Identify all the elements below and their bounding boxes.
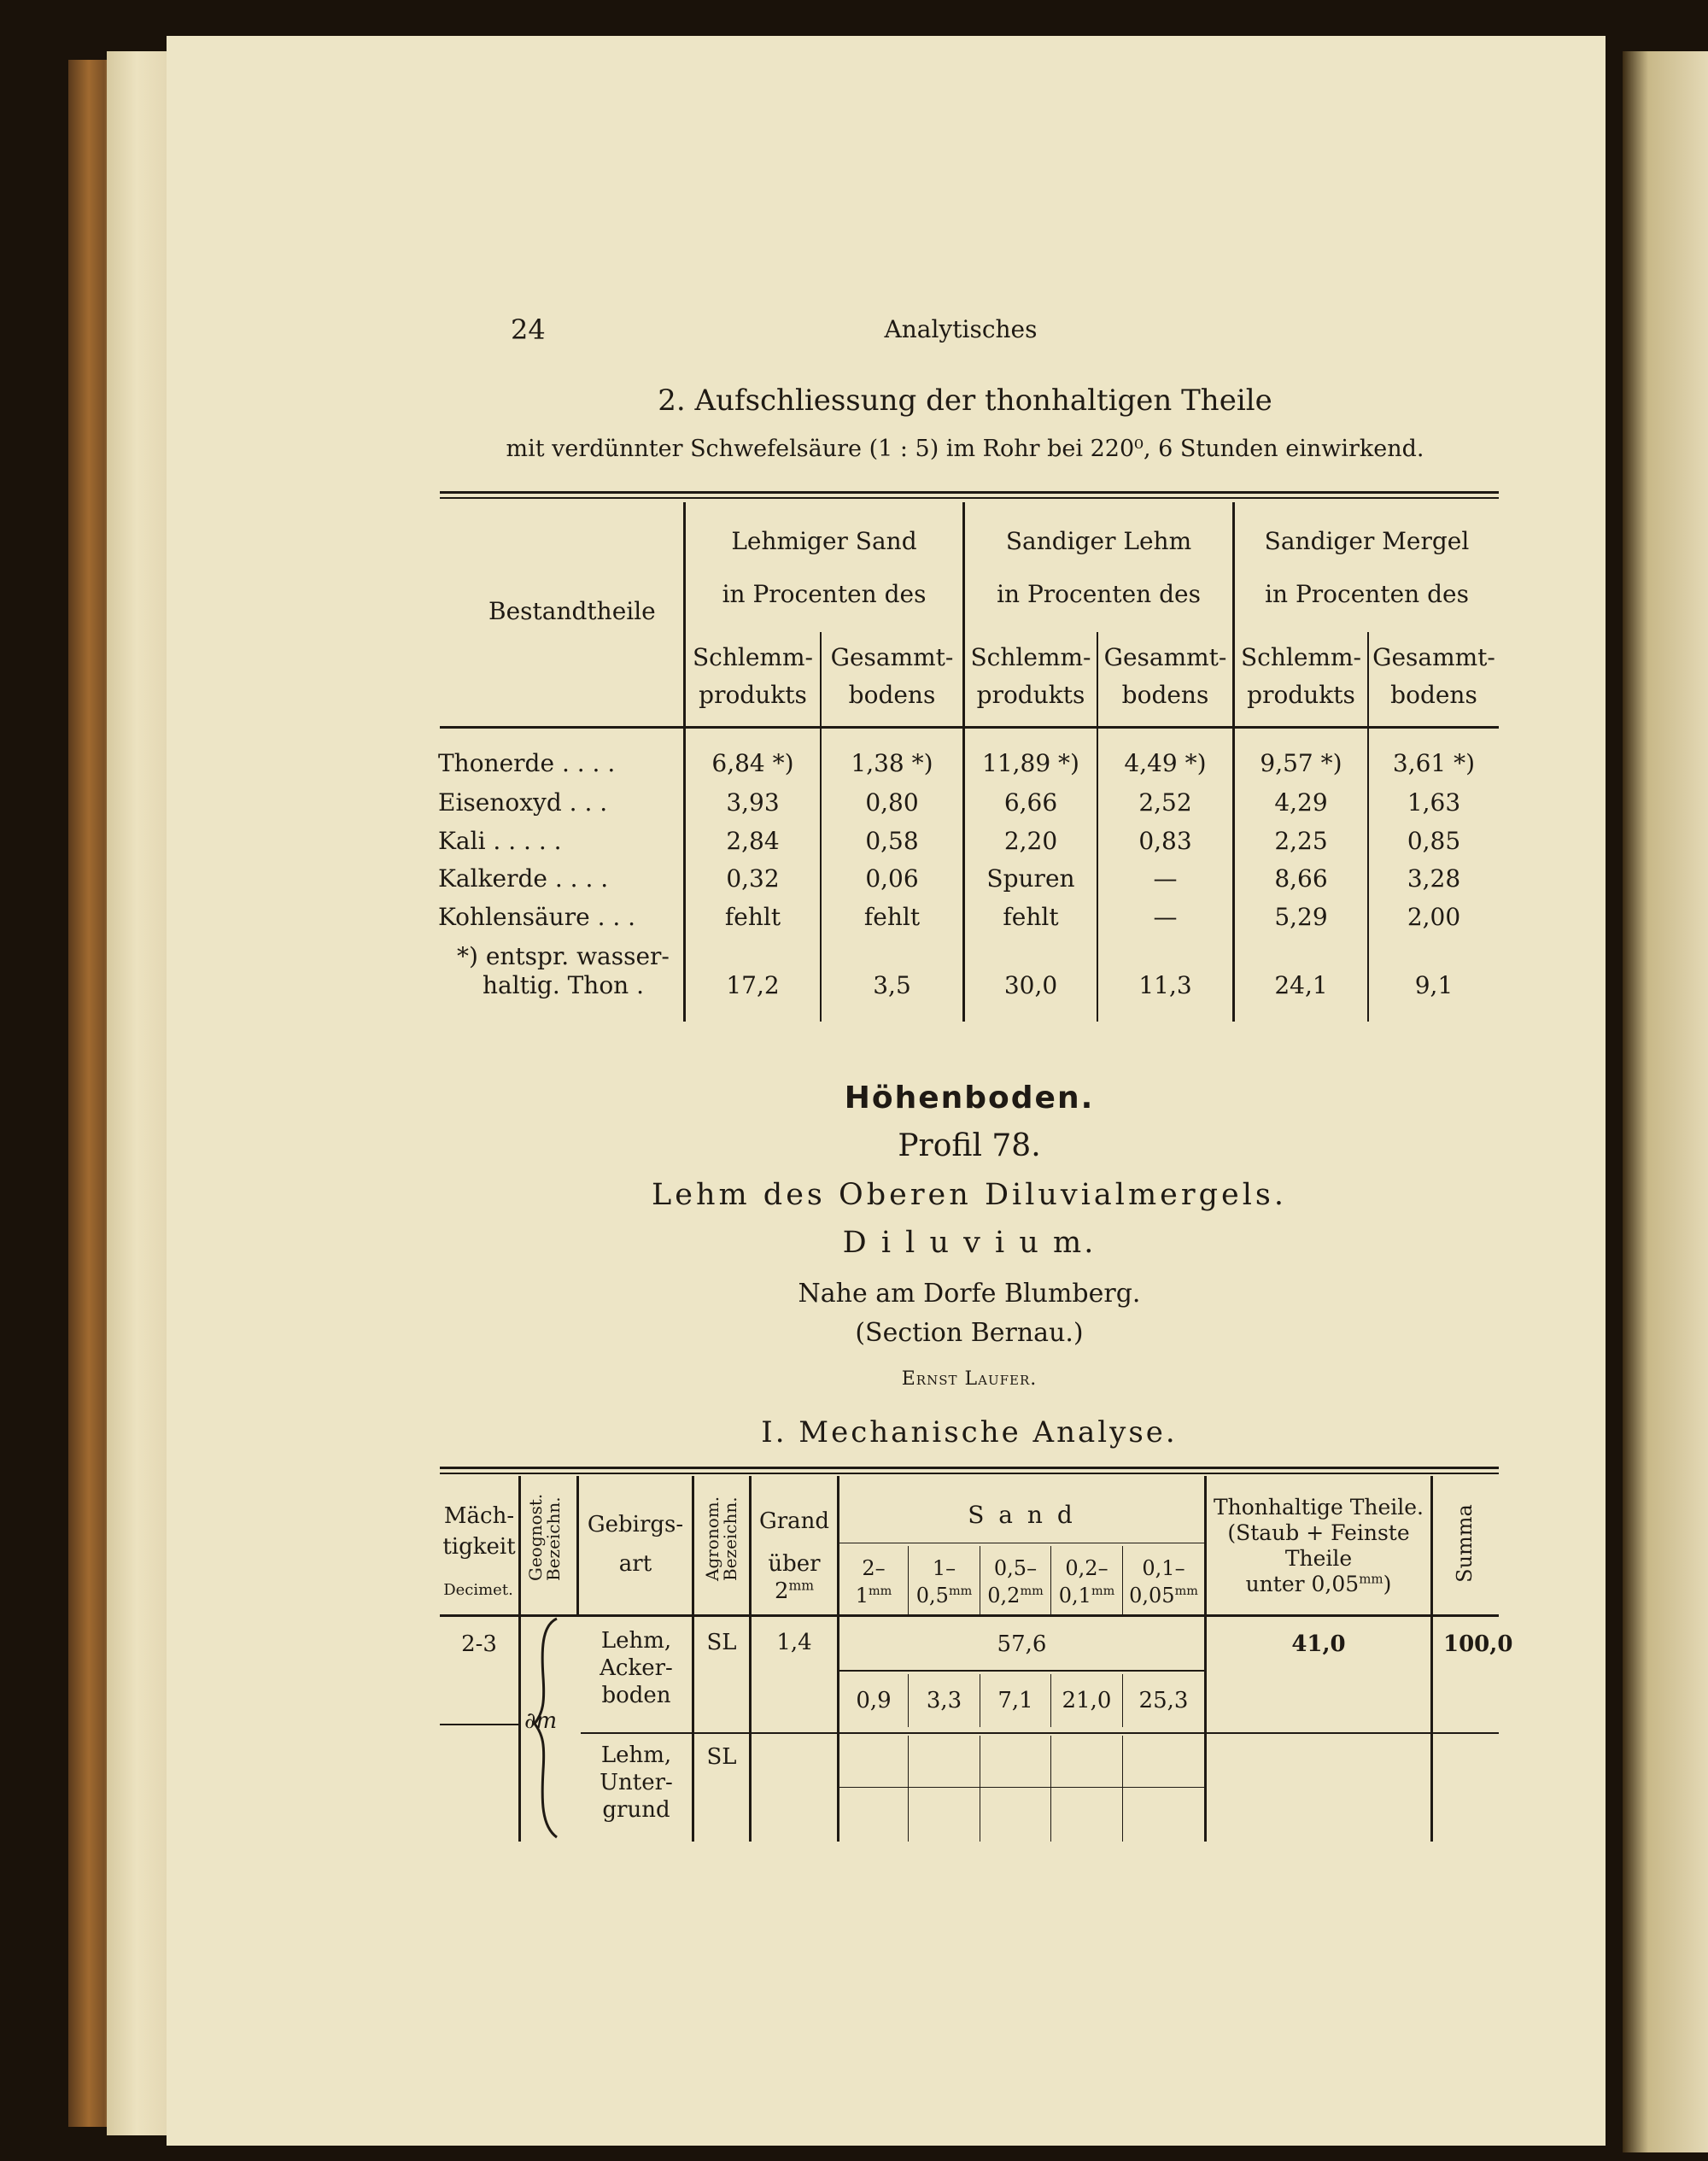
profile-location: Nahe am Dorfe Blumberg. [798,1279,1141,1309]
table2-vline [518,1476,521,1842]
sand-row-rule [839,1787,1204,1788]
row-label: Kali . . . . . [438,827,562,855]
sand-subcol-line [908,1736,909,1842]
col-header: bodens [848,681,936,709]
agronom-value: SL [706,1744,737,1770]
profile-number: Profil 78. [898,1128,1041,1163]
rock-type: Lehm, [600,1628,672,1654]
profile-description: Lehm des Oberen Diluvialmergels. [652,1178,1287,1212]
group-sub: in Procenten des [997,580,1201,608]
grand-header: über [768,1551,821,1577]
row-label: Eisenoxyd . . . [438,788,608,817]
footnote-value: 17,2 [726,971,780,999]
col-header: Schlemm- [693,643,813,671]
sand-subcol-line [1050,1736,1051,1842]
cell-value: 3,28 [1407,864,1461,893]
sand-value: 7,1 [997,1688,1033,1713]
cell-value: fehlt [1003,903,1059,931]
rock-type: Acker- [600,1655,673,1681]
cell-value: 11,89 *) [982,749,1079,777]
sand-row-rule [839,1670,1204,1672]
cell-value: 5,29 [1274,903,1328,931]
running-title: Analytisches [884,315,1038,343]
group-name: Sandiger Lehm [1005,527,1192,555]
sand-subcol-header: $0,2^{mm}$ [987,1584,1044,1608]
table2-header-rule [440,1614,1499,1617]
thon-value: 41,0 [1291,1631,1346,1657]
table2-top-rule-thin [440,1473,1499,1474]
thon-header: Theile [1284,1546,1353,1571]
col-header: produkts [976,681,1085,709]
col-header: Gesammt- [1372,643,1495,671]
sand-subcol-header: 1– [932,1556,956,1580]
col-header: bodens [1390,681,1477,709]
cell-value: 9,57 *) [1260,749,1342,777]
cell-value: 6,66 [1003,788,1058,817]
cell-value: 4,29 [1274,788,1328,817]
group-name: Lehmiger Sand [731,527,917,555]
cell-value: 3,61 *) [1392,749,1476,777]
grand-header: $2^{mm}$ [774,1578,815,1604]
agronom-value: SL [706,1630,737,1655]
profile-formation: D i l u v i u m. [842,1226,1097,1260]
col-header: bodens [1121,681,1209,709]
table1-header-rule [440,726,1499,729]
cell-value: 0,32 [726,864,780,893]
cell-value: 0,83 [1138,827,1192,855]
table2-vline [1430,1476,1433,1842]
page-stack [107,51,167,2135]
rock-type: grund [602,1797,670,1823]
footnote-label: *) entspr. wasser- [457,942,670,970]
cell-value: fehlt [724,903,781,931]
facing-page [1623,51,1708,2152]
thon-header: Thonhaltige Theile. [1213,1495,1424,1520]
analysis-title: I. Mechanische Analyse. [761,1415,1178,1449]
footnote-label: haltig. Thon . [483,971,645,999]
col-header: produkts [699,681,807,709]
cell-value: — [1153,864,1178,893]
section-subtitle: mit verdünnter Schwefelsäure (1 : 5) im Rohr bei 220⁰, 6 Stunden einwirkend. [506,436,1424,462]
sand-subcol-header: 0,1– [1142,1556,1185,1580]
group-sub: in Procenten des [722,580,927,608]
sand-value: 0,9 [856,1688,892,1713]
row-header: Bestandtheile [488,597,656,625]
table2-top-rule [440,1467,1499,1469]
rock-type: boden [601,1683,671,1708]
sand-value: 21,0 [1062,1688,1112,1713]
cell-value: 8,66 [1274,864,1328,893]
cell-value: 6,84 *) [711,749,794,777]
table2-vline [692,1476,694,1842]
table2-vline [576,1476,579,1617]
table1-top-rule-thin [440,497,1499,499]
cell-value: 2,20 [1003,827,1058,855]
group-name: Sandiger Mergel [1264,527,1470,555]
mach-header: Mäch- [443,1503,515,1529]
row-separator [581,1732,1499,1734]
row-separator [440,1724,518,1725]
footnote-value: 24,1 [1274,971,1328,999]
row-label: Thonerde . . . . [438,749,616,777]
footnote-value: 11,3 [1138,971,1192,999]
cell-value: 2,52 [1138,788,1192,817]
sand-subcol-header: $0,05^{mm}$ [1129,1584,1198,1608]
col-header: produkts [1247,681,1355,709]
group-sub: in Procenten des [1265,580,1469,608]
cell-value: 3,93 [726,788,780,817]
cell-value: 0,58 [865,827,919,855]
mach-header: tigkeit [442,1534,516,1560]
cell-value: 4,49 *) [1124,749,1207,777]
sand-value: 25,3 [1138,1688,1189,1713]
sand-value: 3,3 [926,1688,962,1713]
gebirgsart-header: Gebirgs- [587,1512,684,1537]
cell-value: 2,84 [726,827,780,855]
grand-value: 1,4 [776,1630,812,1655]
profile-author: Ernst Laufer. [901,1368,1038,1390]
page-number: 24 [511,313,546,346]
cell-value: 0,80 [865,788,919,817]
sand-subcol-header: 0,2– [1065,1556,1108,1580]
sand-subcol-header: 2– [862,1556,886,1580]
col-header: Gesammt- [830,643,954,671]
thon-header: unter $0,05^{mm}$) [1245,1571,1392,1596]
sand-header: S a n d [968,1501,1076,1529]
profile-section: (Section Bernau.) [855,1318,1084,1348]
summa-header: Summa [1453,1504,1477,1583]
sand-total: 57,6 [997,1631,1047,1657]
thon-header: (Staub + Feinste [1227,1520,1410,1545]
rock-type: Unter- [600,1770,673,1795]
cell-value: — [1153,903,1178,931]
sand-subcol-header: $1^{mm}$ [855,1584,892,1608]
sand-subcol-header: $0,1^{mm}$ [1058,1584,1115,1608]
mach-unit: Decimet. [443,1581,513,1599]
agronom-header: Agronom. Bezeichn. [702,1496,740,1581]
gebirgsart-header: art [618,1551,652,1577]
row-label: Kohlensäure . . . [438,903,636,931]
rock-type: Lehm, [600,1742,672,1768]
cell-value: 0,06 [865,864,919,893]
footnote-value: 30,0 [1003,971,1058,999]
summa-value: 100,0 [1443,1631,1513,1657]
section-title: 2. Aufschliessung der thonhaltigen Theile [658,384,1272,418]
geog-symbol: ∂m [524,1708,558,1734]
grand-header: Grand [758,1508,830,1534]
sand-subcol-header: $0,5^{mm}$ [915,1584,973,1608]
col-header: Schlemm- [1241,643,1361,671]
row-label: Kalkerde . . . . [438,864,609,893]
depth-value: 2-3 [461,1631,497,1657]
cell-value: Spuren [986,864,1075,893]
cell-value: fehlt [863,903,921,931]
profile-heading: Höhenboden. [844,1080,1095,1116]
sand-subcol-line [1122,1736,1123,1842]
cell-value: 1,38 *) [851,749,933,777]
cell-value: 0,85 [1407,827,1461,855]
col-header: Schlemm- [970,643,1091,671]
table1-top-rule [440,491,1499,494]
geog-header: Geognost. Bezeichn. [525,1493,564,1581]
footnote-value: 9,1 [1414,971,1454,999]
sand-subcol-header: 0,5– [993,1556,1038,1580]
cell-value: 1,63 [1407,788,1461,817]
cell-value: 2,00 [1407,903,1461,931]
col-header: Gesammt- [1103,643,1227,671]
cell-value: 2,25 [1274,827,1328,855]
footnote-value: 3,5 [873,971,911,999]
